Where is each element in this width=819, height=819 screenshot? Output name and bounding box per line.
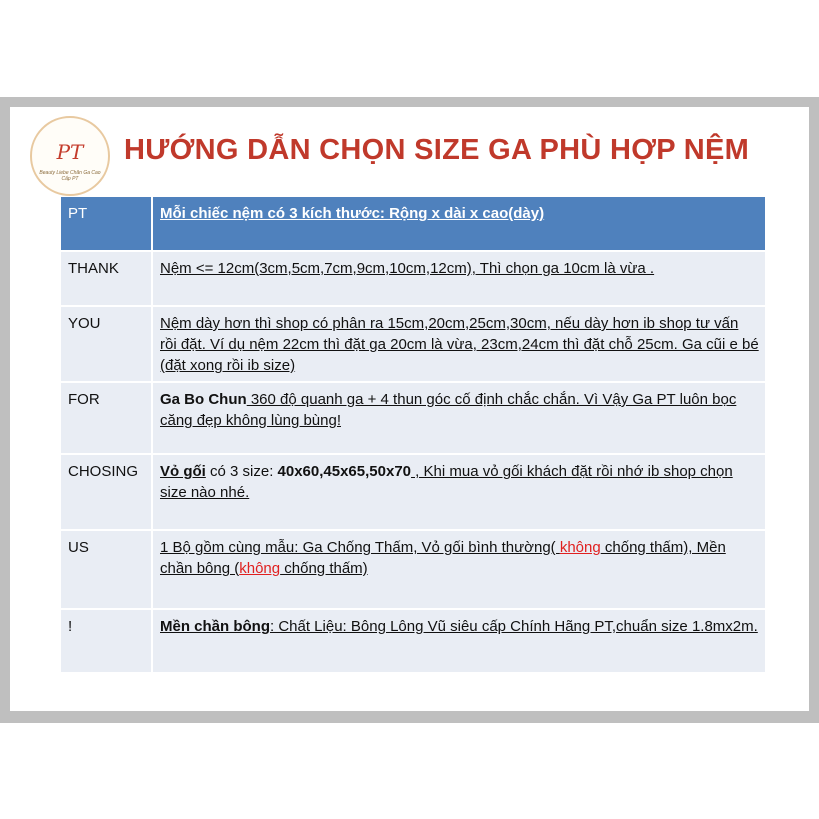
row-bold-sizes: 40x60,45x65,50x70 <box>277 463 412 480</box>
header-text-content: Mỗi chiếc nệm có 3 kích thước: Rộng x dài x cao(dày) <box>160 205 545 222</box>
row-bold: Vỏ gối <box>160 463 206 480</box>
logo-tagline: Beauty Liebe Chăn Ga Cao Cấp PT <box>39 170 101 182</box>
table-row <box>61 306 765 382</box>
row-text <box>152 530 765 609</box>
logo-mark: PT <box>56 140 84 164</box>
row-text-content-3: chống thấm) <box>280 560 368 577</box>
row-label: CHOSING <box>61 454 152 530</box>
row-highlight: không <box>559 539 601 556</box>
row-bold: Mền chần bông <box>160 618 270 635</box>
row-label: THANK <box>61 251 152 306</box>
page-title: HƯỚNG DẪN CHỌN SIZE GA PHÙ HỢP NỆM <box>124 134 750 166</box>
row-text-content: Nệm dày hơn thì shop có phân ra 15cm,20cm,25cm,30cm, nếu dày hơn ib shop tư vấn rồi đặt. Ví dụ nệm 22cm thì đặt ga 20cm là vừa, 23cm,24cm thì đặt chỗ 25cm. Ga cũi e bé (đặt xong rồi ib size) <box>160 315 759 374</box>
row-text <box>152 609 765 673</box>
size-guide-table <box>61 197 765 674</box>
row-text-content-2: , Khi mua vỏ gối khách đặt rồi nhớ ib shop chọn size nào nhé. <box>160 463 733 501</box>
row-text <box>152 251 765 306</box>
row-label: YOU <box>61 306 152 382</box>
row-label: ! <box>61 609 152 673</box>
row-text <box>152 382 765 454</box>
row-text-content: 1 Bộ gồm cùng mẫu: Ga Chống Thấm, Vỏ gối bình thường( <box>160 539 560 556</box>
row-text-content: 360 độ quanh ga + 4 thun góc cố định chắc chắn. Vì Vậy Ga PT luôn bọc căng đẹp không lùng bùng! <box>160 391 737 429</box>
header-text <box>152 197 765 251</box>
row-label: US <box>61 530 152 609</box>
row-text-content: Nệm <= 12cm(3cm,5cm,7cm,9cm,10cm,12cm), Thì chọn ga 10cm là vừa . <box>160 260 655 277</box>
row-text-content: : Chất Liệu: Bông Lông Vũ siêu cấp Chính Hãng PT,chuẩn size 1.8mx2m. <box>270 618 758 635</box>
table-row <box>61 530 765 609</box>
header-label: PT <box>61 197 152 251</box>
table-row <box>61 609 765 673</box>
row-text <box>152 454 765 530</box>
table-row <box>61 454 765 530</box>
row-label: FOR <box>61 382 152 454</box>
row-text-content-2: chống thấm), Mền chần bông ( <box>160 539 726 577</box>
table-row <box>61 251 765 306</box>
row-text-content: có 3 size: <box>205 463 278 480</box>
row-bold: Ga Bo Chun <box>160 391 247 408</box>
table-header-row <box>61 197 765 251</box>
brand-logo <box>30 116 110 196</box>
row-text <box>152 306 765 382</box>
table-row <box>61 382 765 454</box>
row-highlight-2: không <box>239 560 281 577</box>
